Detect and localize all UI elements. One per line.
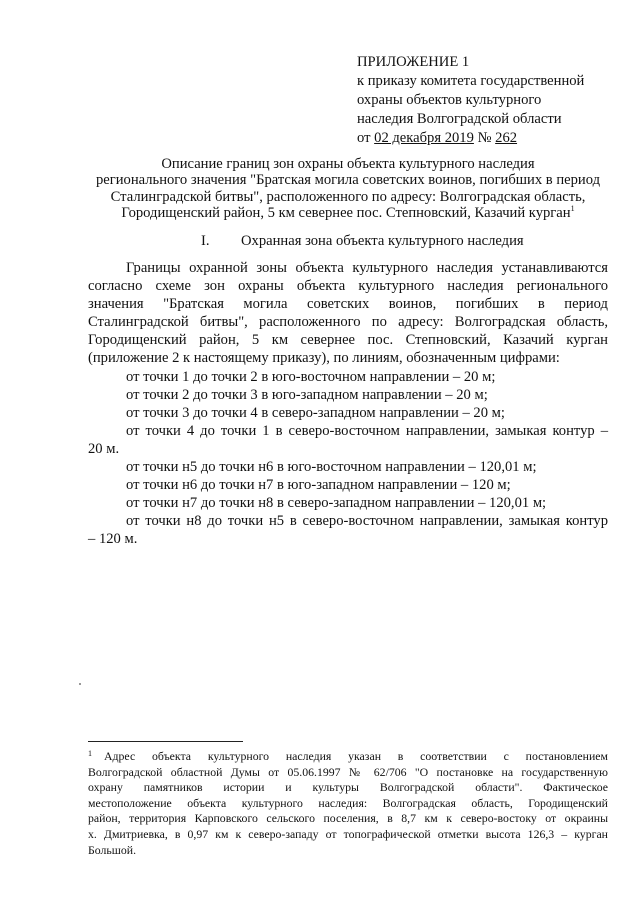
appendix-from-prefix: от [357,130,371,146]
footnote-line-3: охрану памятников истории и культуры Волгоградской области". Фактическое [88,780,608,795]
boundary-line-8: от точки н8 до точки н5 в северо-восточном направлении, замыкая контур [126,513,608,530]
title-line-4: Городищенский район, 5 км севернее пос. Степновский, Казачий курган [121,204,571,221]
footnote-line-1: Адрес объекта культурного наследия указан в соответствии с постановлением [104,749,608,763]
section-heading [201,232,524,250]
boundary-line-7: от точки н7 до точки н8 в северо-западном направлении – 120,01 м; [126,495,547,512]
appendix-line-2: охраны объектов культурного [357,92,542,108]
boundary-line-3: от точки 3 до точки 4 в северо-западном направлении – 20 м; [126,404,505,421]
body-p1-line-3: значения "Братская могила советских воинов, погибших в период [88,296,608,313]
title-line-4-wrap [88,205,608,221]
body-p1-line-4: Сталинградской битвы", расположенного по адресу: Волгоградская область, [88,314,608,331]
document-title [88,156,608,221]
appendix-line-3: наследия Волгоградской области [357,111,562,127]
boundary-line-8-end: – 120 м. [88,531,138,548]
body-p1-line-2: согласно схеме зон охраны объекта культурного наследия регионального [88,278,608,295]
footnote-line-5: район, территория Карповского сельского поселения, в 8,7 км к северо-востоку от окраины [88,811,608,826]
boundary-line-6: от точки н6 до точки н7 в юго-западном направлении – 120 м; [126,477,511,494]
boundary-line-2: от точки 2 до точки 3 в юго-западном направлении – 20 м; [126,386,488,403]
appendix-number: 262 [495,130,518,146]
title-line-3: Сталинградской битвы", расположенного по адресу: Волгоградская область, [110,188,586,205]
section-title: Охранная зона объекта культурного наследия [241,233,524,249]
title-line-1: Описание границ зон охраны объекта культурного наследия [161,156,535,172]
boundary-line-1: от точки 1 до точки 2 в юго-восточном направлении – 20 м; [126,368,496,385]
title-line-2: регионального значения "Братская могила советских воинов, погибших в период [95,172,601,189]
body-p1-line-5: Городищенский район, 5 км севернее пос. Степновский, Казачий курган [88,332,608,349]
footnote-line-4: местоположение объекта культурного наследия: Волгоградская область, Городищенский [88,795,608,810]
footnote-line-6: х. Дмитриевка, в 0,97 км к северо-западу от топографической отметки высота 126,3 – курган [88,826,608,841]
body-p1-line-1: Границы охранной зоны объекта культурного наследия устанавливаются [126,260,608,276]
title-footnote-mark: 1 [570,203,575,213]
boundary-line-4: от точки 4 до точки 1 в северо-восточном направлении, замыкая контур – [126,422,608,439]
appendix-date: 02 декабря 2019 [374,130,474,146]
footnote [88,749,608,858]
appendix-date-line [357,129,627,148]
appendix-block [357,53,627,148]
boundary-line-4-end: 20 м. [88,440,120,457]
appendix-number-sign: № [477,130,492,146]
footnote-line-1-wrap [88,749,608,765]
footnote-mark: 1 [88,749,92,758]
appendix-line-1: к приказу комитета государственной [357,73,585,89]
scan-speck [79,683,81,685]
footnote-separator [88,741,243,742]
body-text [88,259,608,549]
footnote-line-7: Большой. [88,842,137,857]
body-p1-line-6: (приложение 2 к настоящему приказу), по линиям, обозначенным цифрами: [88,350,560,367]
boundary-line-5: от точки н5 до точки н6 в юго-восточном направлении – 120,01 м; [126,459,537,476]
footnote-line-2: Волгоградской областной Думы от 05.06.1997 № 62/706 "О постановке на государственную [88,764,608,779]
appendix-heading: ПРИЛОЖЕНИЕ 1 [357,54,470,70]
section-number: I. [201,233,210,249]
